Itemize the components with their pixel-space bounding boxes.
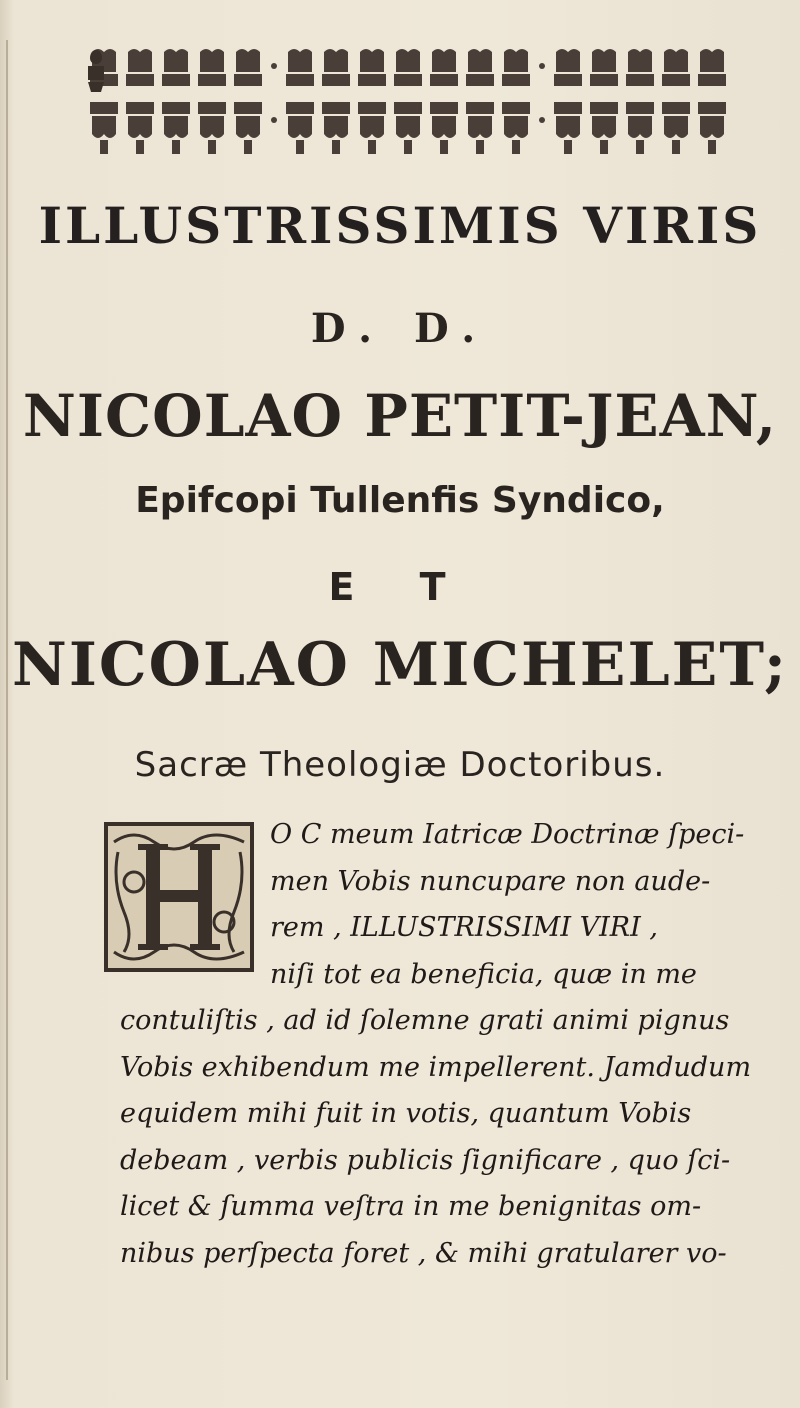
second-title: Sacræ Theologiæ Doctoribus. [134,745,666,785]
fleuron-ornament-band [86,42,736,160]
body-line: men Vobis nuncupare non aude- [270,865,711,897]
body-line: equidem mihi fuit in votis, quantum Vobis [120,1098,692,1129]
dedication-body [120,812,760,1277]
abbrev: D. D. [310,305,490,352]
conjunction: E T [328,565,472,609]
first-name: NICOLAO PETIT-JEAN, [22,382,778,450]
body-line: licet & ſumma veſtra in me benignitas om- [120,1191,702,1222]
heading: ILLUSTRISSIMIS VIRIS [38,196,762,255]
second-name: NICOLAO MICHELET; [11,630,789,700]
body-line: debeam , verbis publicis ſignificare , quo ſci- [120,1144,731,1176]
body-line: O C meum Iatricæ Doctrinæ ſpeci- [270,819,745,850]
body-line: contuliſtis , ad id ſolemne grati animi pignus [120,1005,730,1036]
body-line: niſi tot ea beneficia, quæ in me [270,958,697,990]
body-line: rem , ILLUSTRISSIMI VIRI , [270,912,658,943]
body-line: nibus perſpecta foret , & mihi gratularer vo- [120,1237,727,1269]
body-line: Vobis exhibendum me impellerent. Jamdudum [120,1051,752,1083]
first-title: Epifcopi Tullenfis Syndico, [135,480,665,521]
